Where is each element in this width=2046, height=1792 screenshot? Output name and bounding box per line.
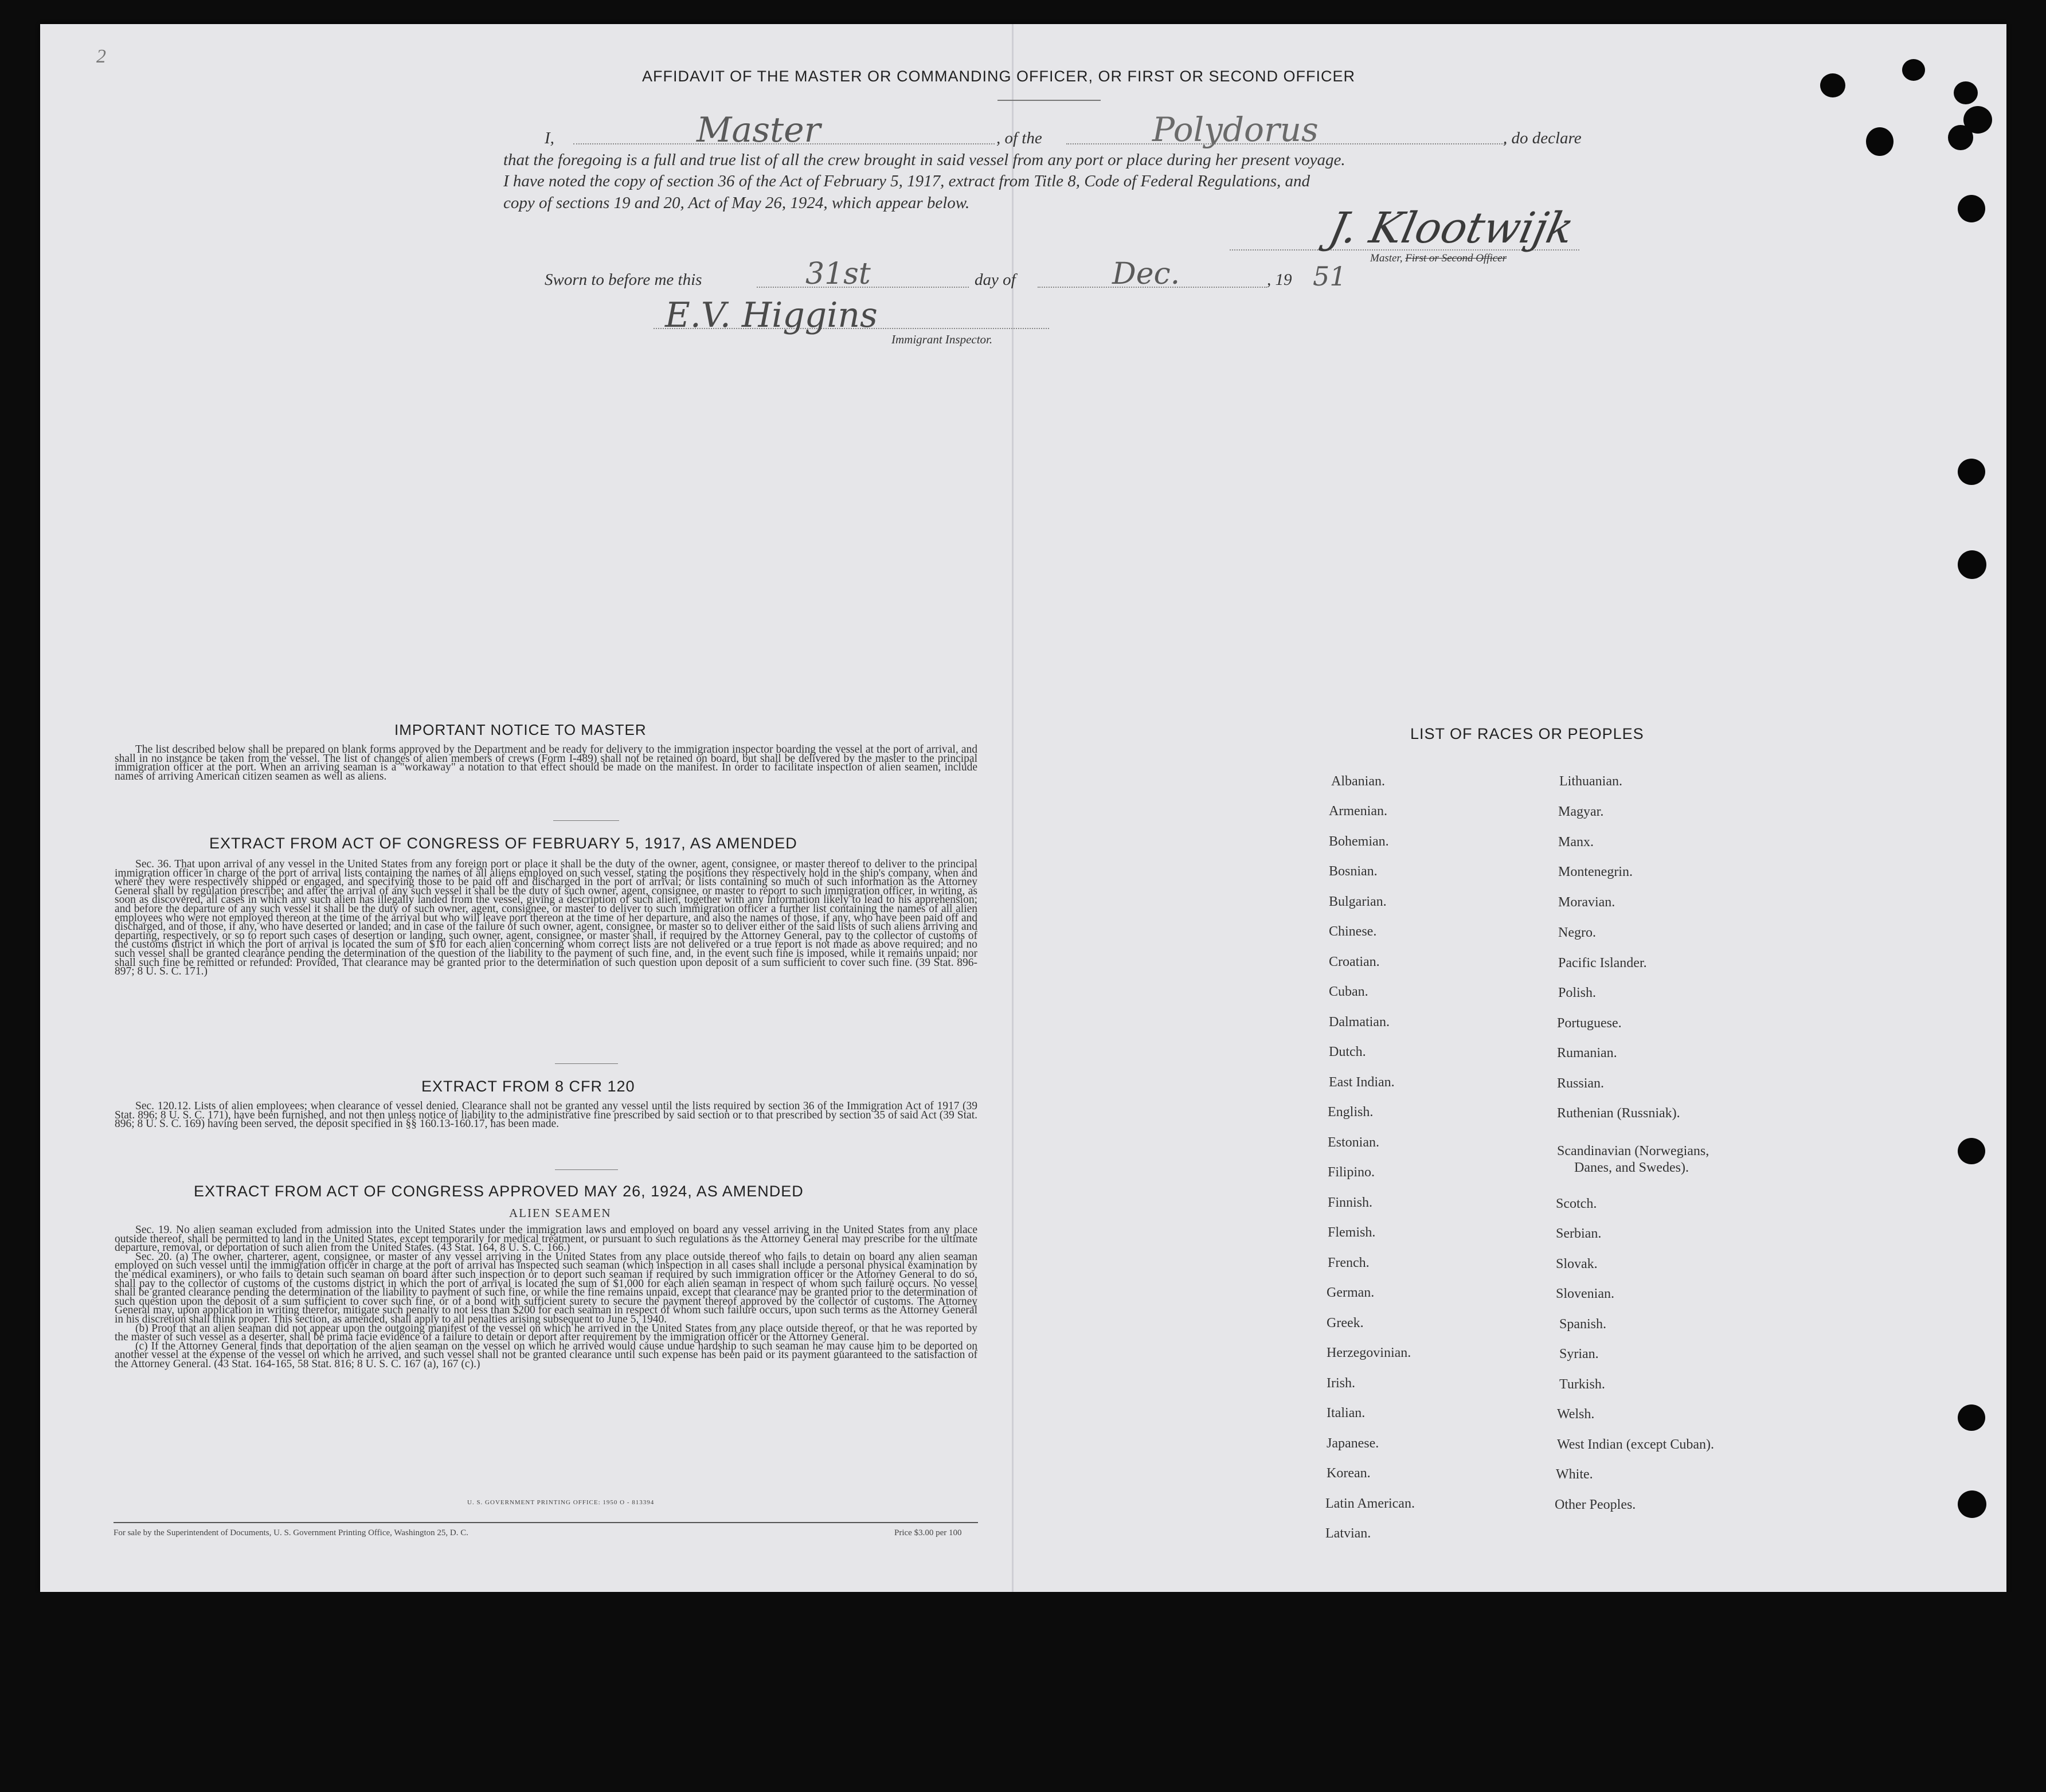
sec-19-paragraph: Sec. 19. No alien seaman excluded from admission into the United States under the immigration laws and employed on board any vessel arriving in the United States from any place outside thereof, shall be permitted to land in the United States, except temporarily for medical treatment, or pursuant to such regulations as the Attorney General may prescribe for the ultimate departure, removal, or deportation of such alien from the United States. (43 Stat. 164, 8 U. S. C. 166.) <box>115 1224 977 1254</box>
corner-mark: 2 <box>96 46 106 67</box>
race-item: West Indian (except Cuban). <box>1557 1437 1714 1452</box>
punch-hole <box>1902 59 1925 81</box>
vessel-handwriting: Polydorus <box>1152 110 1319 149</box>
race-item: Irish. <box>1327 1376 1355 1391</box>
race-item: Turkish. <box>1559 1377 1605 1392</box>
gpo-line: U. S. GOVERNMENT PRINTING OFFICE: 1950 O - 813394 <box>467 1499 655 1506</box>
extract-1917-title: EXTRACT FROM ACT OF CONGRESS OF FEBRUARY 5, 1917, AS AMENDED <box>209 835 797 852</box>
race-item: Other Peoples. <box>1555 1497 1636 1512</box>
notice-paragraph: The list described below shall be prepared on blank forms approved by the Department and be ready for delivery to the immigration inspector boarding the vessel at the port of arrival, and shall in no instance be taken from the vessel. The list of changes of alien members of crews (Form I-489) shall not be retained on board, but shall be delivered by the master to the principal immigration officer at the port. When an arriving seaman is a "workaway" a notation to that effect should be made on the manifest. In order to facilitate inspection of alien seamen, include names of arriving American citizen seamen as well as aliens. <box>115 744 977 782</box>
affidavit-of-the: , of the <box>996 129 1042 147</box>
race-item: Scandinavian (Norwegians, <box>1557 1144 1709 1159</box>
year-handwriting: 51 <box>1313 261 1347 292</box>
extract-1924-text <box>115 1226 977 1369</box>
race-item: Welsh. <box>1557 1407 1595 1422</box>
title-rule <box>997 100 1101 101</box>
race-item: French. <box>1328 1255 1370 1270</box>
page-fold <box>1012 24 1014 1592</box>
race-item: Herzegovinian. <box>1327 1345 1411 1360</box>
extract-cfr-text <box>115 1102 977 1129</box>
race-item: Chinese. <box>1329 924 1377 939</box>
race-item: Flemish. <box>1328 1225 1376 1240</box>
punch-hole <box>1866 127 1894 156</box>
punch-hole <box>1958 195 1985 222</box>
race-item: Greek. <box>1327 1316 1364 1331</box>
day-of-label: day of <box>975 271 1016 289</box>
inspector-signature: E.V. Higgins <box>665 295 878 335</box>
race-item: Manx. <box>1558 835 1594 850</box>
race-item: Japanese. <box>1327 1436 1379 1451</box>
extract-1924-title: EXTRACT FROM ACT OF CONGRESS APPROVED MAY 26, 1924, AS AMENDED <box>194 1183 804 1200</box>
master-handwriting: Master <box>697 110 821 150</box>
punch-hole <box>1958 1490 1986 1518</box>
affidavit-i: I, <box>545 129 554 147</box>
race-item: Cuban. <box>1329 984 1368 999</box>
punch-hole <box>1820 73 1845 97</box>
punch-hole <box>1954 81 1978 104</box>
sworn-month-handwriting: Dec. <box>1112 257 1180 291</box>
affidavit-title: AFFIDAVIT OF THE MASTER OR COMMANDING OFFICER, OR FIRST OR SECOND OFFICER <box>642 68 1356 85</box>
race-item: Rumanian. <box>1557 1046 1617 1061</box>
race-item: Portuguese. <box>1557 1016 1622 1031</box>
race-item: Bulgarian. <box>1329 894 1387 909</box>
race-item: Danes, and Swedes). <box>1574 1160 1689 1175</box>
affidavit-line-4: copy of sections 19 and 20, Act of May 26, 1924, which appear below. <box>503 194 970 212</box>
race-item: Russian. <box>1557 1076 1605 1091</box>
race-item: Pacific Islander. <box>1558 956 1647 971</box>
affidavit-line-2: that the foregoing is a full and true list of all the crew brought in said vessel from any port or place during her present voyage. <box>503 151 1345 169</box>
race-item: Latvian. <box>1325 1526 1371 1541</box>
race-item: Syrian. <box>1559 1347 1599 1361</box>
race-item: Armenian. <box>1329 804 1387 819</box>
affidavit-declare: , do declare <box>1503 129 1582 147</box>
punch-hole <box>1958 1404 1985 1431</box>
sworn-day-handwriting: 31st <box>805 257 871 291</box>
race-item: Slovenian. <box>1556 1286 1614 1301</box>
race-item: English. <box>1328 1105 1374 1120</box>
sec-20a-paragraph: Sec. 20. (a) The owner, charterer, agent, consignee, or master of any vessel arriving in the United States from any place outside thereof who fails to detain on board any alien seaman employed on such vessel until the immigration officer in charge at the port of arrival has inspected such seaman (which inspection in all cases shall include a personal physical examination by the medical examiners), or who fails to detain such seaman on board after such inspection or to deport such seaman if required by such immigration officer or the Attorney General to do so, shall pay to the collector of customs of the customs district in which the port of arrival is located the sum of $1,000 for each alien seaman in respect of whom such failure occurs. No vessel shall be granted clearance pending the determination of the liability to payment of such fine, or while the fine remains unpaid, except that clearance may be granted prior to the determination of such question upon the deposit of a sum sufficient to cover such fine, or of a bond with sufficient surety to secure the payment thereof approved by the collector of customs. The Attorney General may, upon application in writing therefor, mitigate such penalty to not less than $200 for each seaman in respect of whom such failure occurs, upon such terms as the Attorney General in his discretion shall think proper. This section, as amended, shall apply to all penalties arising subsequent to June 5, 1940. <box>115 1250 977 1325</box>
section-rule <box>553 820 619 821</box>
extract-1917-text <box>115 860 977 976</box>
for-sale-note: For sale by the Superintendent of Documents, U. S. Government Printing Office, Washington 25, D. C. <box>114 1528 468 1537</box>
race-item: Negro. <box>1558 925 1596 940</box>
sec-120-paragraph: Sec. 120.12. Lists of alien employees; when clearance of vessel denied. Clearance shall not be granted any vessel until the lists required by section 36 of the Immigration Act of 1917 (39 Stat. 896; 8 U. S. C. 171), have been furnished, and not then unless notice of liability to the administrative fine prescribed by said section or to that prescribed by section 35 of said Act (39 Stat. 896; 8 U. S. C. 169) having been served, the deposit specified in §§ 160.13-160.17, has been made. <box>115 1100 977 1130</box>
race-item: Moravian. <box>1558 895 1615 910</box>
year-prefix: , 19 <box>1267 271 1292 289</box>
race-item: Ruthenian (Russniak). <box>1557 1106 1680 1121</box>
race-item: Scotch. <box>1556 1196 1597 1211</box>
race-item: Serbian. <box>1556 1226 1602 1241</box>
race-item: Finnish. <box>1328 1195 1373 1210</box>
sec-36-paragraph: Sec. 36. That upon arrival of any vessel in the United States from any foreign port or place it shall be the duty of the owner, agent, consignee, or master thereof to deliver to the principal immigration officer in charge of the port of arrival lists containing the names of all aliens employed on such vessel, stating the positions they respectively hold in the ship's company, when and where they were respectively shipped or engaged, and specifying those to be paid off and discharged in the port of arrival; or lists containing so much of such information as the Attorney General shall by regulation prescribe; and after the arrival of any such vessel it shall be the duty of such owner, agent, consignee, or master to report to such immigration officer, in writing, as soon as discovered, all cases in which any such alien has illegally landed from the vessel, giving a description of such alien, together with any information likely to lead to his apprehension; and before the departure of any such vessel it shall be the duty of such owner, agent, consignee, or master to deliver to such immigration officer a further list containing the names of all alien employees who were not employed thereon at the time of the arrival but who will leave port thereon at the time of her departure, and also the names of those, if any, who have been paid off and discharged, and of those, if any, who have deserted or landed; and in case of the failure of such owner, agent, consignee, or master so to deliver either of the said lists of such aliens arriving and departing, respectively, or so to report such cases of desertion or landing, such owner, agent, consignee, or master shall, if required by the Attorney General, pay to the collector of customs of the customs district in which the port of arrival is located the sum of $10 for each alien concerning whom correct lists are not delivered or a true report is not made as above required; and no such vessel shall be granted clearance pending the determination of the question of the liability to the payment of such fine, and, in the event such fine is imposed, while it remains unpaid; nor shall such fine be remitted or refunded: Provided, That clearance may be granted prior to the determination of such question upon deposit of a sum sufficient to cover such fine. (39 Stat. 896-897; 8 U. S. C. 171.) <box>115 858 977 978</box>
race-item: Croatian. <box>1329 954 1380 969</box>
race-item: Albanian. <box>1331 774 1385 789</box>
scan-background <box>0 1593 2046 1792</box>
section-rule <box>555 1169 618 1170</box>
race-item: Lithuanian. <box>1559 774 1622 789</box>
race-item: Italian. <box>1327 1406 1366 1421</box>
race-item: Korean. <box>1327 1466 1371 1481</box>
notice-title: IMPORTANT NOTICE TO MASTER <box>394 721 647 738</box>
inspector-label: Immigrant Inspector. <box>891 332 993 346</box>
extract-cfr-title: EXTRACT FROM 8 CFR 120 <box>421 1078 635 1095</box>
alien-seamen-subtitle: ALIEN SEAMEN <box>509 1206 612 1220</box>
race-item: Estonian. <box>1328 1135 1379 1150</box>
punch-hole <box>1958 1138 1985 1164</box>
race-item: White. <box>1556 1467 1593 1482</box>
race-item: Magyar. <box>1558 804 1604 819</box>
sworn-prefix: Sworn to before me this <box>545 271 702 289</box>
races-title: LIST OF RACES OR PEOPLES <box>1410 725 1644 742</box>
affidavit-line-3: I have noted the copy of section 36 of the Act of February 5, 1917, extract from Title 8, Code of Federal Regulations, and <box>503 172 1310 190</box>
master-signature: J. Klootwijk <box>1324 204 1578 253</box>
race-item: Montenegrin. <box>1558 864 1633 879</box>
race-item: Bohemian. <box>1329 834 1389 849</box>
race-item: German. <box>1327 1285 1375 1300</box>
race-item: Spanish. <box>1559 1317 1607 1332</box>
race-item: Polish. <box>1558 985 1597 1000</box>
race-item: Slovak. <box>1556 1257 1598 1271</box>
sec-20c-paragraph: (c) If the Attorney General finds that deportation of the alien seaman on the vessel on which he arrived would cause undue hardship to such seaman he may cause him to be deported on another vessel at the expense of the vessel on which he arrived, and such vessel shall not be granted clearance until such expense has been paid or its payment guaranteed to the satisfaction of the Attorney General. (43 Stat. 164-165, 58 Stat. 816; 8 U. S. C. 167 (a), 167 (c).) <box>115 1340 977 1370</box>
race-item: Latin American. <box>1325 1496 1415 1511</box>
master-label <box>1370 252 1507 265</box>
price-note: Price $3.00 per 100 <box>894 1528 962 1537</box>
race-item: Filipino. <box>1328 1165 1375 1180</box>
sec-20b-paragraph: (b) Proof that an alien seaman did not appear upon the outgoing manifest of the vessel on which he arrived in the United States from any place outside thereof, or that he was reported by the master of such vessel as a deserter, shall be prima facie evidence of a failure to detain or deport after requirement by the immigration officer or the Attorney General. <box>115 1322 977 1344</box>
punch-hole <box>1948 125 1973 150</box>
footer-rule <box>114 1522 978 1523</box>
struck-officer-label: First or Second Officer <box>1405 252 1507 264</box>
punch-hole <box>1958 550 1986 579</box>
race-item: Bosnian. <box>1329 864 1378 879</box>
section-rule <box>555 1063 618 1064</box>
master-label-text: Master, <box>1370 252 1403 264</box>
race-item: Dutch. <box>1329 1044 1366 1059</box>
race-item: Dalmatian. <box>1329 1015 1390 1030</box>
race-item: East Indian. <box>1329 1075 1395 1090</box>
notice-text <box>115 745 977 781</box>
punch-hole <box>1958 459 1985 485</box>
